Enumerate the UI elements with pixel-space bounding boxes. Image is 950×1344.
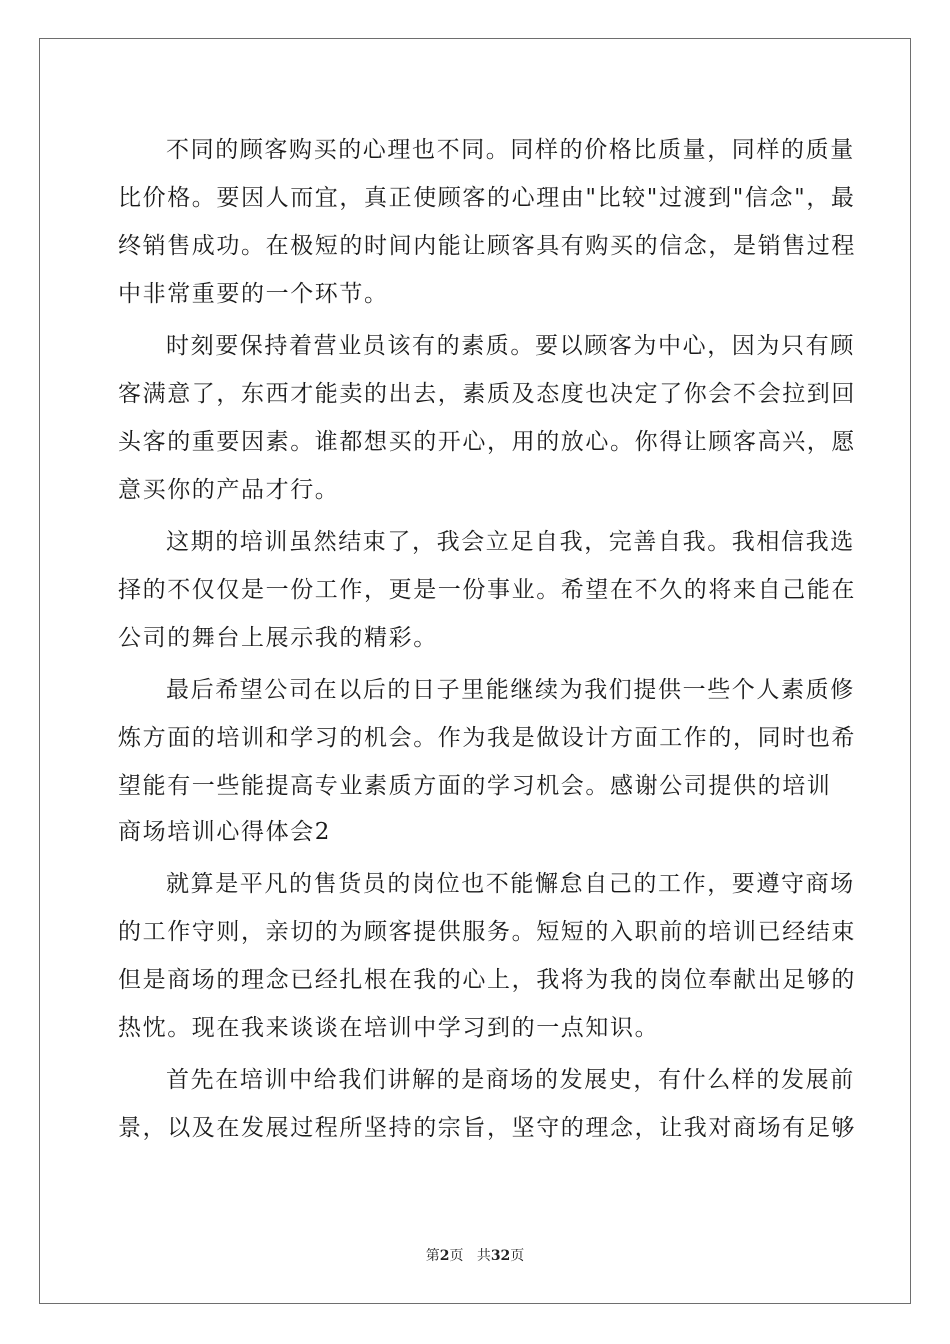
text-line: 这期的培训虽然结束了，我会立足自我，完善自我。我相信我选 (166, 529, 855, 555)
text-line: 终销售成功。在极短的时间内能让顾客具有购买的信念，是销售过程 (118, 233, 856, 259)
text-line: 头客的重要因素。谁都想买的开心，用的放心。你得让顾客高兴，愿 (118, 429, 856, 455)
text-line: 择的不仅仅是一份工作，更是一份事业。希望在不久的将来自己能在 (118, 577, 856, 603)
text-line: 首先在培训中给我们讲解的是商场的发展史，有什么样的发展前 (166, 1067, 855, 1093)
text-line: 意买你的产品才行。 (118, 477, 340, 503)
text-line: 比价格。要因人而宜，真正使顾客的心理由"比较"过渡到"信念"，最 (118, 185, 856, 211)
text-line: 但是商场的理念已经扎根在我的心上，我将为我的岗位奉献出足够的 (118, 967, 856, 993)
text-line: 就算是平凡的售货员的岗位也不能懈怠自己的工作，要遵守商场 (166, 871, 855, 897)
text-line: 不同的顾客购买的心理也不同。同样的价格比质量，同样的质量 (166, 137, 855, 163)
text-line: 时刻要保持着营业员该有的素质。要以顾客为中心，因为只有顾 (166, 333, 855, 359)
text-line: 中非常重要的一个环节。 (118, 281, 389, 307)
text-line: 热忱。现在我来谈谈在培训中学习到的一点知识。 (118, 1015, 660, 1041)
text-line: 的工作守则，亲切的为顾客提供服务。短短的入职前的培训已经结束 (118, 919, 856, 945)
section-heading: 商场培训心得体会2 (118, 819, 332, 845)
text-line: 最后希望公司在以后的日子里能继续为我们提供一些个人素质修 (166, 677, 855, 703)
text-line: 景，以及在发展过程所坚持的宗旨，坚守的理念，让我对商场有足够 (118, 1115, 856, 1141)
page-footer (0, 1245, 950, 1265)
text-line: 客满意了，东西才能卖的出去，素质及态度也决定了你会不会拉到回 (118, 381, 856, 407)
page-number: 2 (439, 1248, 450, 1264)
footer-total-suffix: 页 (510, 1248, 525, 1264)
total-pages: 32 (490, 1248, 511, 1264)
footer-prefix: 第 (425, 1248, 440, 1264)
footer-page-suffix: 页 (449, 1248, 464, 1264)
text-line: 望能有一些能提高专业素质方面的学习机会。感谢公司提供的培训 (118, 773, 832, 799)
text-line: 炼方面的培训和学习的机会。作为我是做设计方面工作的，同时也希 (118, 725, 856, 751)
text-line: 公司的舞台上展示我的精彩。 (118, 625, 438, 651)
footer-total-prefix: 共 (476, 1248, 491, 1264)
